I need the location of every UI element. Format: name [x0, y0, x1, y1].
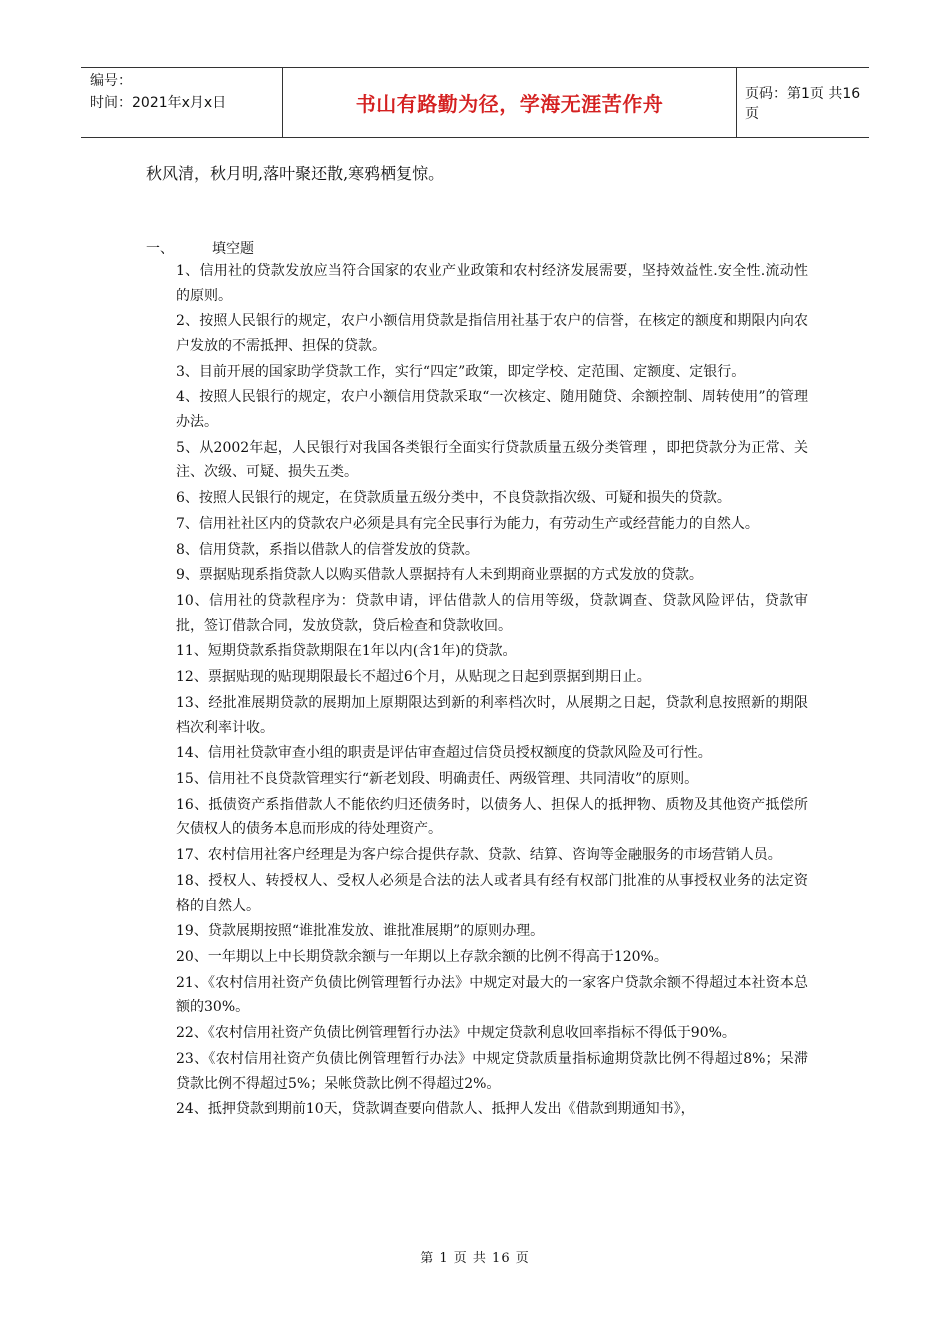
question-item: 22、《农村信用社资产负债比例管理暂行办法》中规定贷款利息收回率指标不得低于90%。: [176, 1025, 736, 1042]
question-item: 16、抵债资产系指借款人不能依约归还债务时，以债务人、担保人的抵押物、质物及其他资产抵偿所欠债权人的债务本息而形成的待处理资产。: [176, 796, 808, 838]
question-item: 6、按照人民银行的规定，在贷款质量五级分类中，不良贷款指次级、可疑和损失的贷款。: [176, 489, 731, 506]
section-heading: [146, 238, 254, 258]
page-footer: 第 1 页 共 16 页: [420, 1251, 530, 1266]
question-item: 12、票据贴现的贴现期限最长不超过6个月，从贴现之日起到票据到期日止。: [176, 669, 651, 686]
question-item: 5、从2002年起，人民银行对我国各类银行全面实行贷款质量五级分类管理 ，即把贷款分为正常、关注、次级、可疑、损失五类。: [176, 439, 808, 481]
question-item: 18、授权人、转授权人、受权人必须是合法的法人或者具有经有权部门批准的从事授权业务的法定资格的自然人。: [176, 873, 808, 914]
question-item: 9、票据贴现系指贷款人以购买借款人票据持有人未到期商业票据的方式发放的贷款。: [176, 567, 703, 584]
question-item: 14、信用社贷款审查小组的职责是评估审查超过信贷员授权额度的贷款风险及可行性。: [176, 745, 712, 762]
question-item: 23、《农村信用社资产负债比例管理暂行办法》中规定贷款质量指标逾期贷款比例不得超过8%；呆滞贷款比例不得超过5%；呆帐贷款比例不得超过2%。: [176, 1051, 808, 1092]
opening-poem: 秋风清，秋月明,落叶聚还散,寒鸦栖复惊。: [146, 164, 445, 183]
question-item: 11、短期贷款系指贷款期限在1年以内(含1年)的贷款。: [176, 643, 517, 660]
document-number-label: 编号：: [90, 73, 132, 89]
question-item: 3、目前开展的国家助学贷款工作，实行“四定”政策，即定学校、定范围、定额度、定银行。: [176, 363, 746, 380]
question-item: 7、信用社社区内的贷款农户必须是具有完全民事行为能力，有劳动生产或经营能力的自然人。: [176, 515, 759, 532]
question-item: 13、经批准展期贷款的展期加上原期限达到新的利率档次时，从展期之日起，贷款利息按照新的期限档次利率计收。: [176, 695, 808, 736]
question-item: 4、按照人民银行的规定，农户小额信用贷款采取“一次核定、随用随贷、余额控制、周转使用”的管理办法。: [176, 389, 808, 430]
section-number: 一、: [146, 241, 174, 257]
question-item: 17、农村信用社客户经理是为客户综合提供存款、贷款、结算、咨询等金融服务的市场营销人员。: [176, 847, 782, 864]
document-date: 时间：2021年x月x日: [90, 95, 227, 111]
question-list: [176, 259, 808, 1123]
question-item: 2、按照人民银行的规定，农户小额信用贷款是指信用社基于农户的信誉，在核定的额度和期限内向农户发放的不需抵押、担保的贷款。: [176, 313, 808, 354]
question-item: 8、信用贷款，系指以借款人的信誉发放的贷款。: [176, 541, 479, 558]
question-item: 21、《农村信用社资产负债比例管理暂行办法》中规定对最大的一家客户贷款余额不得超过本社资本总额的30%。: [176, 974, 808, 1016]
question-item: 24、抵押贷款到期前10天，贷款调查要向借款人、抵押人发出《借款到期通知书》，: [176, 1101, 695, 1118]
question-item: 10、信用社的贷款程序为：贷款申请，评估借款人的信用等级，贷款调查、贷款风险评估，贷款审批，签订借款合同，发放贷款，贷后检查和贷款收回。: [176, 593, 808, 634]
section-title: 填空题: [212, 241, 254, 257]
question-item: 20、一年期以上中长期贷款余额与一年期以上存款余额的比例不得高于120%。: [176, 949, 668, 966]
header-motto: 书山有路勤为径，学海无涯苦作舟: [282, 68, 737, 137]
question-item: 15、信用社不良贷款管理实行“新老划段、明确责任、两级管理、共同清收”的原则。: [176, 771, 699, 788]
header-meta: [81, 68, 282, 137]
question-item: 19、贷款展期按照“谁批准发放、谁批准展期”的原则办理。: [176, 923, 545, 940]
page-header: [81, 67, 869, 138]
question-item: 1、信用社的贷款发放应当符合国家的农业产业政策和农村经济发展需要，坚持效益性.安全性.流动性的原则。: [176, 263, 808, 304]
header-page-info: 页码：第1页 共16页: [745, 85, 861, 122]
